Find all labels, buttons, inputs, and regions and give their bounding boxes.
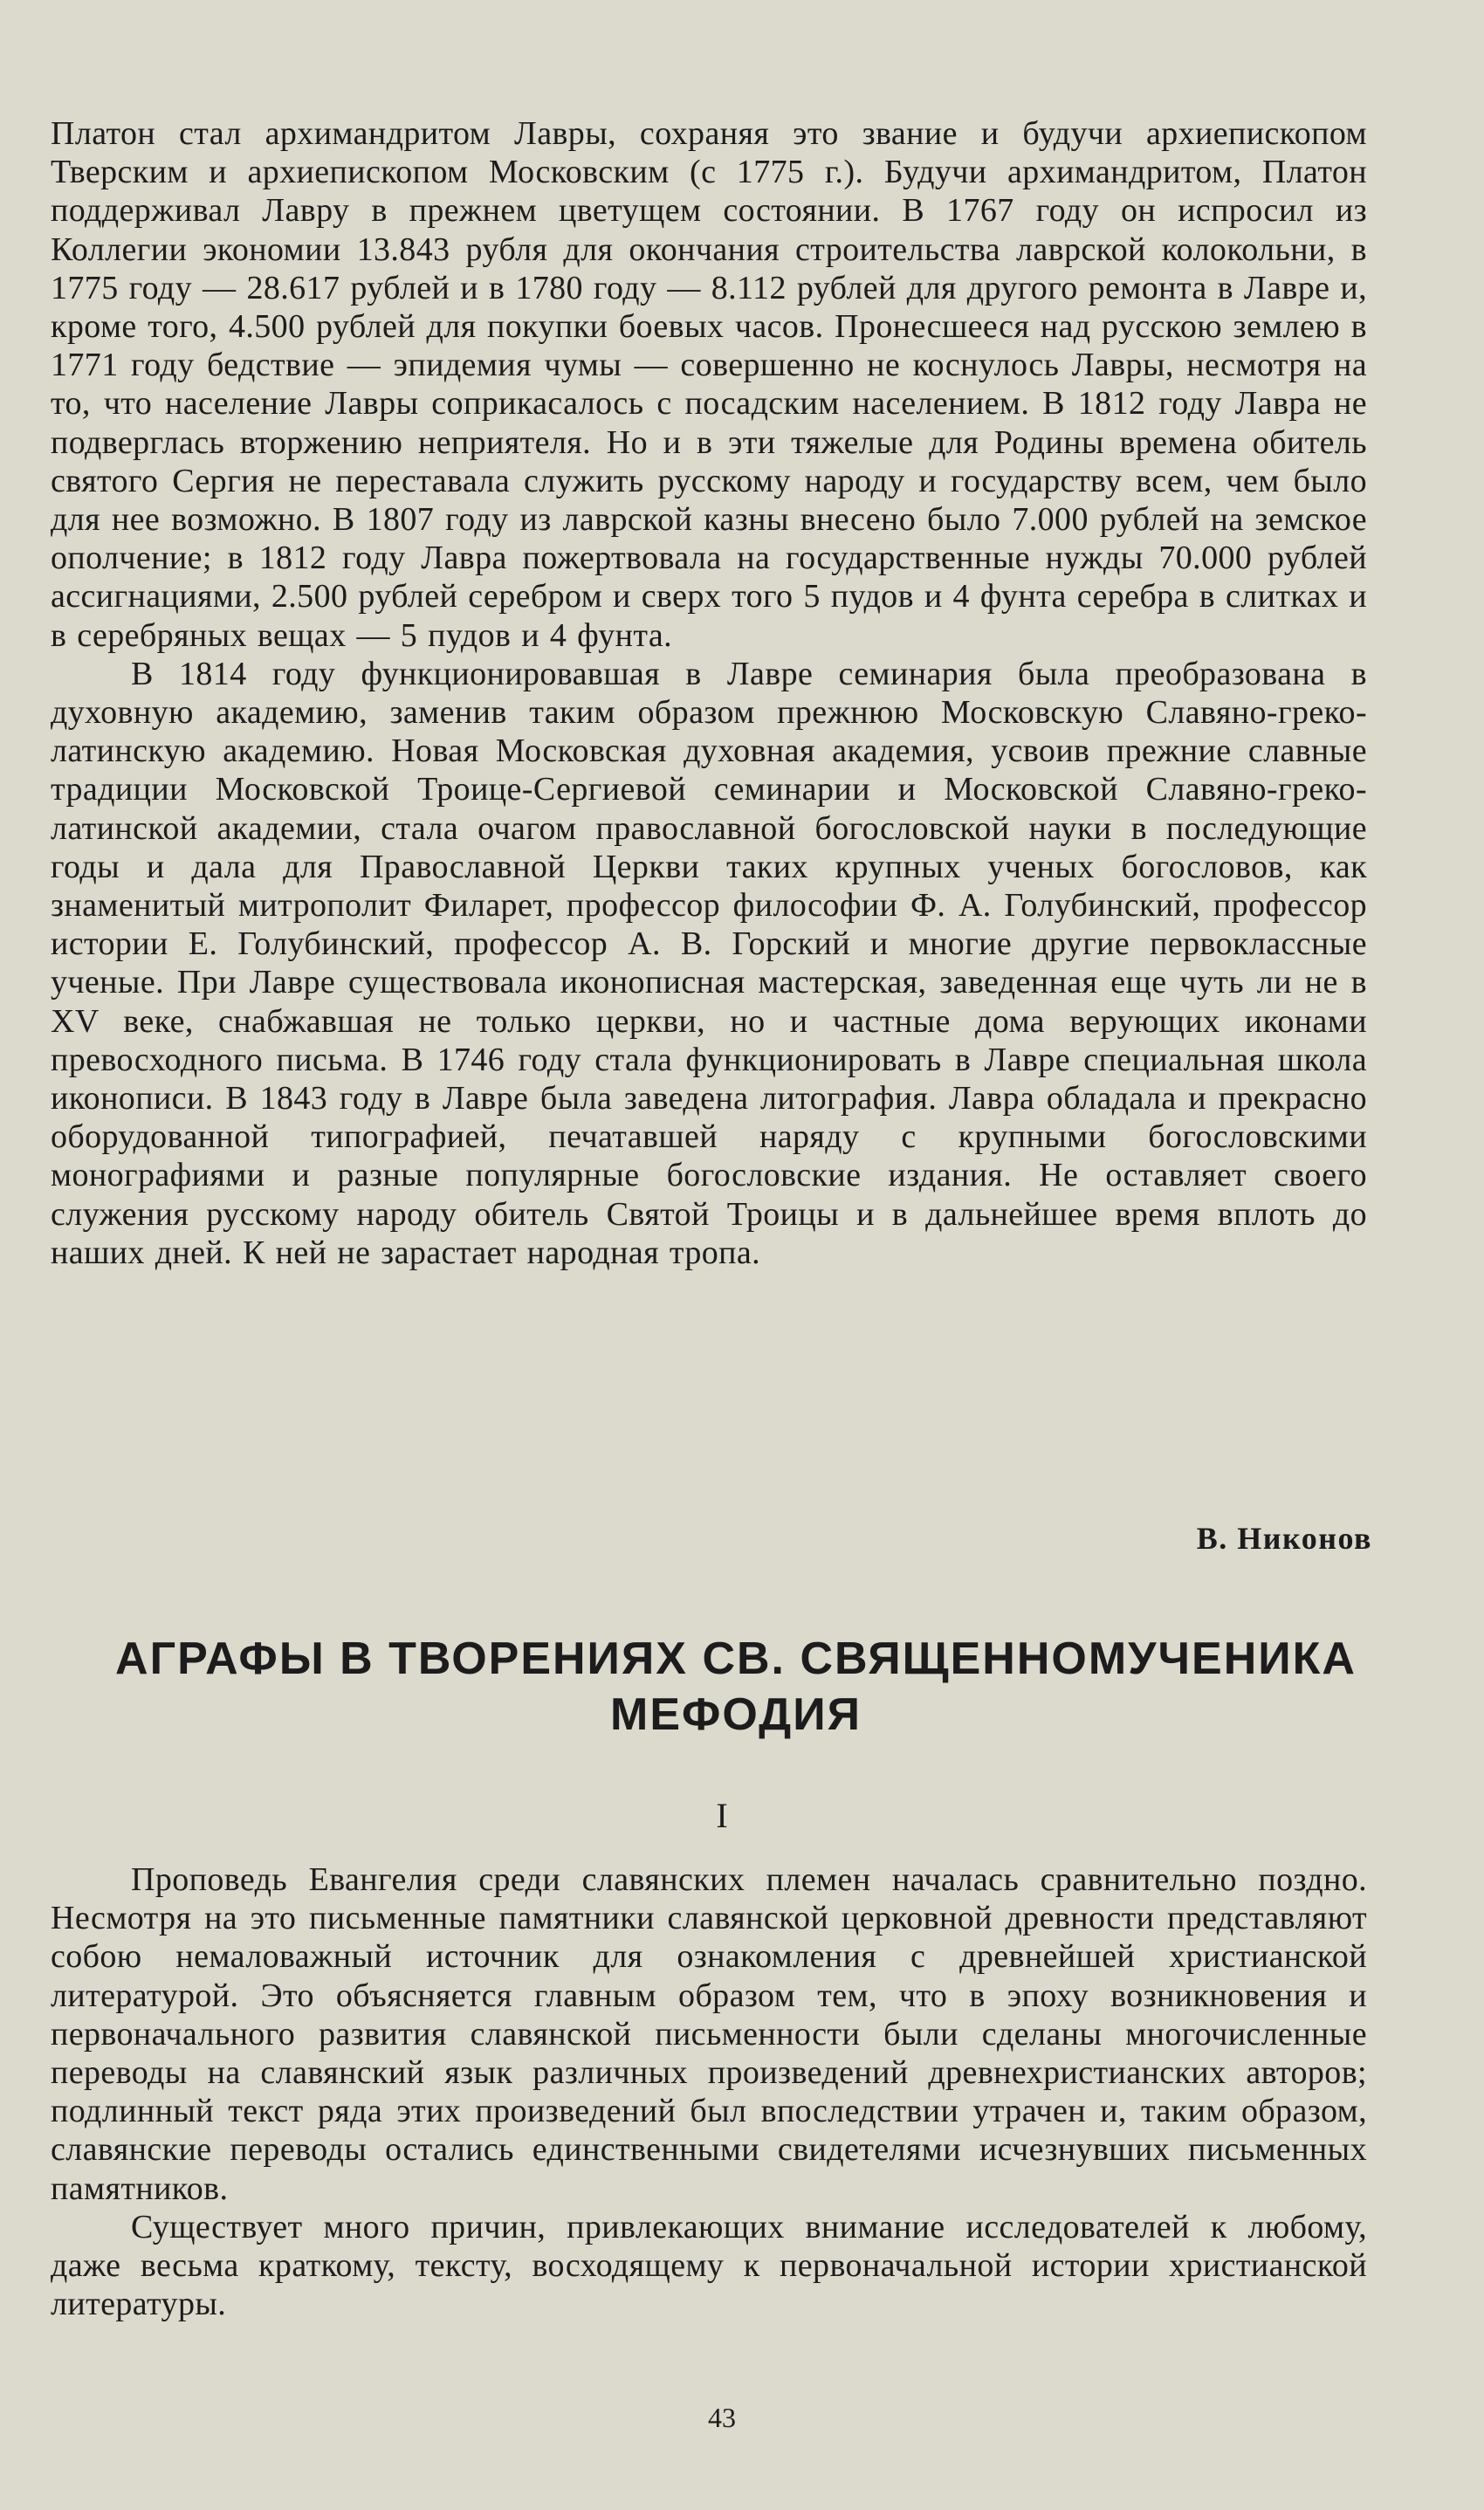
- paragraph-slavic-sources: Проповедь Евангелия среди славянских племен началась сравнительно поздно. Несмотря на это письменные памятники славянской церковной древности представляют собою немаловажный источник для ознакомления с древнейшей христианской литературой. Это объясняется главным образом тем, что в эпоху возникновения и первоначального развития славянской письменности были сделаны многочисленные переводы на славянский язык различных произведений древнехристианских авторов; подлинный текст ряда этих произведений был впоследствии утрачен и, таким образом, славянские переводы остались единственными свидетелями исчезнувших письменных памятников.: [51, 1861, 1367, 2207]
- paragraph-academy-1814: В 1814 году функционировавшая в Лавре семинария была преобразована в духовную академию, заменив таким образом прежнюю Московскую Славяно-греко-латинскую академию. Новая Московская духовная академия, усвоив прежние славные традиции Московской Троице-Сергиевой семинарии и Московской Славяно-греко-латинской академии, стала очагом православной богословской науки в последующие годы и дала для Православной Церкви таких крупных ученых богословов, как знаменитый митрополит Филарет, профессор философии Ф. А. Голубинский, профессор истории Е. Голубинский, профессор А. В. Горский и многие другие первоклассные ученые. При Лавре существовала иконописная мастерская, заведенная еще чуть ли не в XV веке, снабжавшая не только церкви, но и частные дома верующих иконами превосходного письма. В 1746 году стала функционировать в Лавре специальная школа иконописи. В 1843 году в Лавре была заведена литография. Лавра обладала и прекрасно оборудованной типографией, печатавшей наряду с крупными богословскими монографиями и разные популярные богословские издания. Не оставляет своего служения русскому народу обитель Святой Троицы и в дальнейшее время вплоть до наших дней. К ней не зарастает народная тропа.: [51, 655, 1367, 1271]
- agrafy-article-body: [51, 1860, 1367, 2323]
- page-number: 43: [708, 2402, 736, 2433]
- author-signature: В. Никонов: [1196, 1521, 1372, 1556]
- article-title: АГРАФЫ В ТВОРЕНИЯХ СВ. СВЯЩЕННОМУЧЕНИКА МЕФОДИЯ: [115, 1633, 1357, 1740]
- section-number: I: [716, 1796, 728, 1835]
- paragraph-research-reasons: Существует много причин, привлекающих внимание исследователей к любому, даже весьма краткому, тексту, восходящему к первоначальной истории христианской литературы.: [51, 2208, 1367, 2323]
- paragraph-lavra-platon: Платон стал архимандритом Лавры, сохраняя это звание и будучи архиепископом Тверским и архиепископом Московским (с 1775 г.). Будучи архимандритом, Платон поддерживал Лавру в прежнем цветущем состоянии. В 1767 году он испросил из Коллегии экономии 13.843 рубля для окончания строительства лаврской колокольни, в 1775 году — 28.617 рублей и в 1780 году — 8.112 рублей для другого ремонта в Лавре и, кроме того, 4.500 рублей для покупки боевых часов. Пронесшееся над русскою землею в 1771 году бедствие — эпидемия чумы — совершенно не коснулось Лавры, несмотря на то, что население Лавры соприкасалось с посадским населением. В 1812 году Лавра не подверглась вторжению неприятеля. Но и в эти тяжелые для Родины времена обитель святого Сергия не переставала служить русскому народу и государству всем, чем было для нее возможно. В 1807 году из лаврской казны внесено было 7.000 рублей на земское ополчение; в 1812 году Лавра пожертвовала на государственные нужды 70.000 рублей ассигнациями, 2.500 рублей серебром и сверх того 5 пудов и 4 фунта серебра в слитках и в серебряных вещах — 5 пудов и 4 фунта.: [51, 115, 1367, 654]
- nikonov-article-ending: [51, 114, 1367, 1272]
